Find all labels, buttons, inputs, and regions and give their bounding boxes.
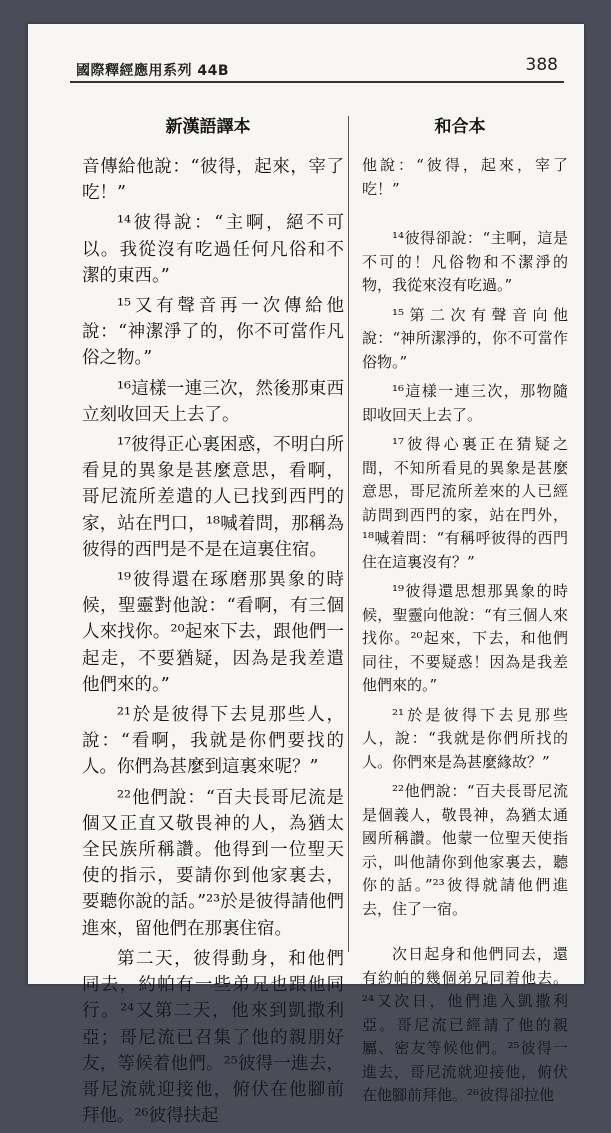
- left-paragraph: ²¹於是彼得下去見那些人，說：“看啊，我就是你們要找的人。你們為甚麼到這裏來呢？”: [82, 705, 344, 778]
- running-header-series: 國際釋經應用系列 44B: [76, 63, 230, 79]
- left-paragraph: ¹⁵又有聲音再一次傳給他說：“神潔淨了的，你不可當作凡俗之物。”: [82, 296, 344, 369]
- left-paragraph: ¹⁶這樣一連三次，然後那東西立刻收回天上去了。: [82, 378, 344, 425]
- right-paragraph: 次日起身和他們同去，還有約帕的幾個弟兄同着他去。²⁴又次日，他們進入凱撒利亞。哥尼流已經請了他的親屬、密友等候他們。²⁵彼得一進去，哥尼流就迎接他，俯伏在他腳前拜他。²⁶彼得卻拉他: [362, 945, 568, 1104]
- column-divider: [348, 116, 349, 952]
- right-column-title: 和合本: [434, 117, 486, 137]
- left-paragraph: ¹⁴彼得說：“主啊，絕不可以。我從沒有吃過任何凡俗和不潔的東西。”: [82, 213, 344, 286]
- right-paragraph: ¹⁷彼得心裏正在猜疑之間，不知所看見的異象是甚麼意思，哥尼流所差來的人已經訪問到西門的家，站在門外，¹⁸喊着問：“有稱呼彼得的西門住在這裏沒有？”: [362, 435, 568, 571]
- right-paragraph: ²¹於是彼得下去見那些人，說：“我就是你們所找的人。你們來是為甚麼緣故？”: [362, 705, 568, 771]
- book-page: [28, 24, 584, 1127]
- left-paragraph: ¹⁹彼得還在琢磨那異象的時候，聖靈對他說：“看啊，有三個人來找你。²⁰起來下去，跟他們一起走，不要猶疑，因為是我差遣他們來的。”: [82, 570, 344, 695]
- page-number: 388: [525, 55, 558, 75]
- right-paragraph: ²²他們說：“百夫長哥尼流是個義人，敬畏神，為猶太通國所稱讚。他蒙一位聖天使指示，叫他請你到他家裏去，聽你的話。”²³彼得就請他們進去，住了一宿。: [362, 782, 568, 918]
- right-paragraph: ¹⁵第二次有聲音向他說：“神所潔淨的，你不可當作俗物。”: [362, 305, 568, 371]
- left-paragraph: ²²他們說：“百夫長哥尼流是個又正直又敬畏神的人，為猶太全民族所稱讚。他得到一位聖天使的指示，要請你到他家裏去，要聽你說的話。”²³於是彼得請他們進來，留他們在那裏住宿。: [82, 787, 344, 939]
- right-paragraph: 他說：“彼得，起來，宰了吃！”: [362, 156, 568, 198]
- left-paragraph: 音傳給他說：“彼得，起來，宰了吃！”: [82, 157, 344, 204]
- left-paragraph: 第二天，彼得動身，和他們同去，約帕有一些弟兄也跟他同行。²⁴又第二天，他來到凱撒利亞；哥尼流已召集了他的親朋好友，等候着他們。²⁵彼得一進去，哥尼流就迎接他，俯伏在他腳前拜他。²⁶彼得扶起: [82, 948, 344, 1127]
- left-paragraph: ¹⁷彼得正心裏困惑，不明白所看見的異象是甚麼意思，看啊，哥尼流所差遣的人已找到西門的家，站在門口，¹⁸喊着問，那稱為彼得的西門是不是在這裏住宿。: [82, 435, 344, 560]
- right-paragraph: ¹⁹彼得還思想那異象的時候，聖靈向他說：“有三個人來找你。²⁰起來，下去，和他們同往，不要疑惑！因為是我差他們來的。”: [362, 582, 568, 694]
- left-column-title: 新漢語譯本: [165, 117, 251, 137]
- right-column-text: [362, 154, 568, 1114]
- header-rule: [70, 81, 564, 83]
- right-paragraph: ¹⁴彼得卻說：“主啊，這是不可的！凡俗物和不潔淨的物，我從來沒有吃過。”: [362, 229, 568, 294]
- left-column-text: [82, 154, 344, 1133]
- right-paragraph: ¹⁶這樣一連三次，那物隨即收回天上去了。: [362, 382, 568, 424]
